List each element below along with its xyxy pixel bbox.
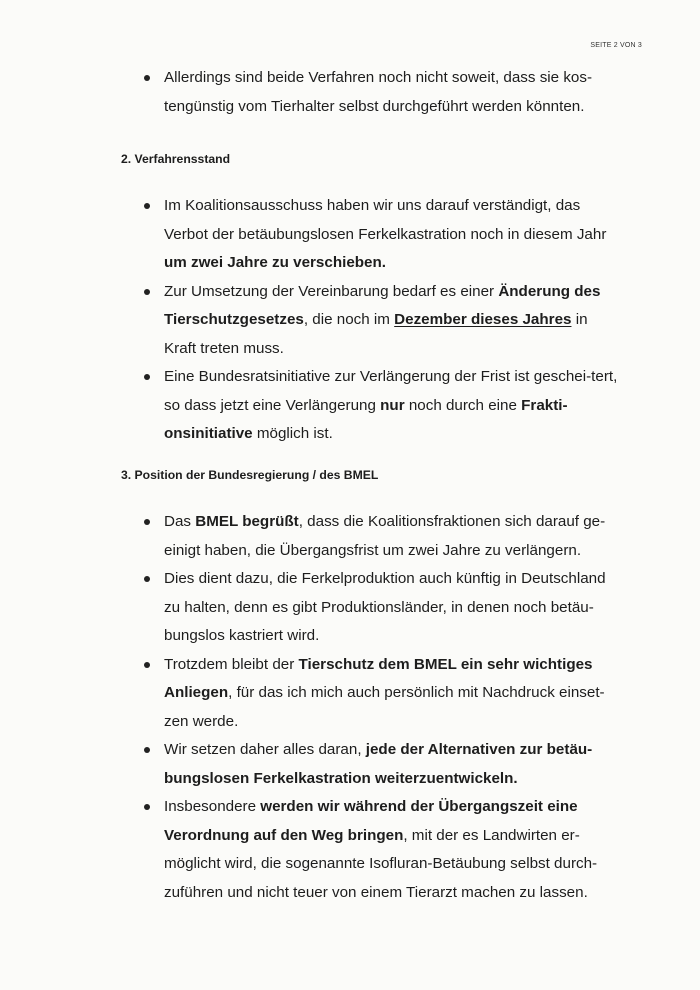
bullet-emphasis-text: Änderung des Tierschutzgesetzes	[164, 282, 601, 328]
bullet-text: Dies dient dazu, die Ferkelproduktion auch künftig in Deutschland zu halten, denn es gibt Produktionsländer, in denen noch betäu-bungslos kastriert wird.	[164, 570, 606, 644]
bullet-item	[142, 64, 632, 121]
bullet-item	[142, 363, 622, 449]
bullet-item	[142, 278, 622, 364]
bullet-emphasis-text: jede der Alternativen zur betäu-bungslosen Ferkelkastration weiterzuentwickeln.	[164, 741, 593, 787]
bullet-item	[142, 651, 624, 737]
bullet-text: , für das ich mich auch persönlich mit Nachdruck einset-zen werde.	[164, 684, 605, 730]
bullet-text: Trotzdem bleibt der	[164, 655, 299, 673]
bullet-dot-icon	[144, 75, 150, 81]
bullet-text: Allerdings sind beide Verfahren noch nicht soweit, dass sie kos-tengünstig vom Tierhalter selbst durchgeführt werden könnten.	[164, 69, 593, 115]
bullet-text: , dass die Koalitionsfraktionen sich darauf ge-einigt haben, die Übergangsfrist um zwei Jahre zu verlängern.	[164, 513, 606, 559]
bullet-dot-icon	[144, 289, 150, 295]
bullet-dot-icon	[144, 374, 150, 380]
bullet-emphasis-text: Dezember dieses Jahres	[394, 311, 572, 328]
intro-bullet-list	[142, 64, 632, 121]
bullet-dot-icon	[144, 804, 150, 810]
page-number: SEITE 2 VON 3	[590, 42, 642, 49]
bullet-text: noch durch eine	[404, 396, 522, 414]
bullet-text: Insbesondere	[164, 798, 261, 815]
section-heading-verfahrensstand: 2. Verfahrensstand	[121, 152, 231, 166]
bullet-dot-icon	[144, 519, 150, 525]
section-heading-position-bundesregierung: 3. Position der Bundesregierung / des BMEL	[121, 468, 379, 482]
bullet-emphasis-text: Frakti-onsinitiative	[164, 396, 568, 442]
bullet-text: Im Koalitionsausschuss haben wir uns darauf verständigt, das Verbot der betäubungslosen Ferkelkastration noch in diesem Jahr	[164, 197, 607, 243]
bullet-text: Eine Bundesratsinitiative zur Verlängerung der Frist ist geschei-tert, so dass jetzt eine Verlängerung	[164, 368, 618, 414]
bullet-emphasis-text: werden wir während der Übergangszeit eine Verordnung auf den Weg bringen	[164, 798, 578, 844]
bullet-dot-icon	[144, 662, 150, 668]
bullet-emphasis-text: Tierschutz dem BMEL ein sehr wichtiges Anliegen	[164, 655, 593, 701]
bullet-dot-icon	[144, 747, 150, 753]
bullet-emphasis-text: BMEL begrüßt	[195, 513, 299, 530]
verfahrensstand-bullet-list	[142, 192, 622, 449]
bullet-item	[142, 508, 624, 565]
bullet-text: Zur Umsetzung der Vereinbarung bedarf es einer	[164, 282, 499, 300]
bullet-dot-icon	[144, 576, 150, 582]
bullet-item	[142, 793, 624, 907]
bullet-item	[142, 192, 622, 278]
bullet-item	[142, 565, 624, 651]
bullet-text: in Kraft treten muss.	[164, 311, 588, 357]
bullet-text: Das	[164, 513, 196, 530]
bullet-emphasis-text: um zwei Jahre zu verschieben.	[164, 254, 386, 271]
bullet-item	[142, 736, 624, 793]
position-bullet-list	[142, 508, 624, 907]
bullet-emphasis-text: nur	[380, 396, 405, 414]
bullet-text: Wir setzen daher alles daran,	[164, 741, 366, 758]
bullet-dot-icon	[144, 203, 150, 209]
bullet-text: möglich ist.	[252, 425, 333, 442]
bullet-text: , mit der es Landwirten er-möglicht wird, die sogenannte Isofluran-Betäubung selbst durch-zuführen und nicht teuer von einem Tierarzt machen zu lassen.	[164, 826, 598, 901]
bullet-text: , die noch im	[303, 311, 395, 328]
